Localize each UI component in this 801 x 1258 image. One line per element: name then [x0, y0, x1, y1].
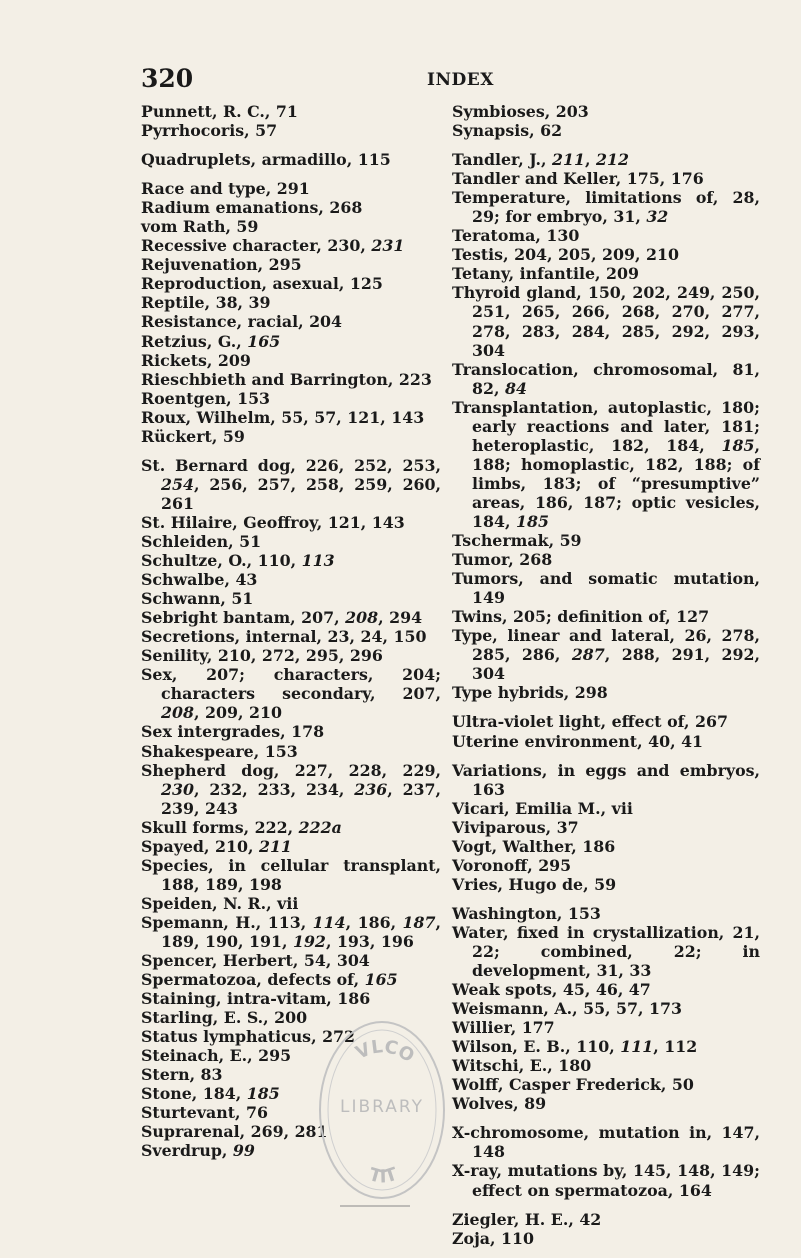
index-entry: Stern, 83 — [141, 1065, 223, 1085]
index-entry: Vogt, Walther, 186 — [452, 836, 616, 856]
index-entry: Willier, 177 — [452, 1018, 555, 1038]
index-entry: Schwann, 51 — [141, 589, 254, 609]
index-entry: Synapsis, 62 — [452, 121, 563, 141]
index-entry: Schleiden, 51 — [141, 531, 262, 551]
index-entry: Skull forms, 222, 222a — [141, 817, 342, 837]
index-entry: Status lymphaticus, 272 — [141, 1027, 356, 1047]
index-entry: Rückert, 59 — [141, 426, 245, 446]
index-entry: Spayed, 210, 211 — [141, 836, 292, 856]
index-entry: Type, linear and lateral, 26, 278, 285, 286, 287, 288, 291, 292, 304 — [452, 626, 761, 684]
index-entry: Staining, intra-vitam, 186 — [141, 989, 371, 1009]
index-entry: X-chromosome, mutation in, 147, 148 — [452, 1123, 760, 1162]
index-entry: Tumor, 268 — [452, 550, 553, 570]
index-entry: Sex intergrades, 178 — [141, 722, 325, 742]
index-entry: Pyrrhocoris, 57 — [141, 121, 278, 141]
index-entry: Tschermak, 59 — [452, 531, 582, 551]
index-entry: Punnett, R. C., 71 — [141, 102, 298, 121]
index-entry: Voronoff, 295 — [452, 855, 572, 875]
index-entry: Recessive character, 230, 231 — [141, 236, 405, 256]
index-entry: Type hybrids, 298 — [452, 683, 608, 703]
index-entry: Sturtevant, 76 — [141, 1103, 269, 1123]
index-letter-group — [141, 102, 441, 140]
index-entry: X-ray, mutations by, 145, 148, 149; effect on spermatozoa, 164 — [452, 1161, 760, 1200]
index-entry: Radium emanations, 268 — [141, 198, 363, 218]
running-head: INDEX — [427, 70, 494, 90]
stamp-label: LIBRARY — [339, 1097, 424, 1117]
index-entry: Ziegler, H. E., 42 — [452, 1209, 602, 1229]
index-entry: Suprarenal, 269, 281 — [141, 1122, 328, 1142]
index-entry: Zoja, 110 — [452, 1228, 534, 1248]
index-entry: Thyroid gland, 150, 202, 249, 250, 251, 265, 266, 268, 270, 277, 278, 283, 284, 285, 292, 293, 304 — [452, 283, 760, 360]
index-entry: Roentgen, 153 — [141, 388, 271, 408]
index-entry: Sex, 207; characters, 204; characters secondary, 207, 208, 209, 210 — [141, 665, 441, 723]
index-entry: Weismann, A., 55, 57, 173 — [452, 999, 683, 1019]
index-entry: Speiden, N. R., vii — [141, 893, 299, 913]
index-entry: Race and type, 291 — [141, 179, 310, 199]
index-entry: Twins, 205; definition of, 127 — [452, 607, 710, 627]
index-entry: Stone, 184, 185 — [141, 1084, 280, 1104]
index-entry: Steinach, E., 295 — [141, 1046, 292, 1066]
index-entry: Secretions, internal, 23, 24, 150 — [141, 627, 427, 647]
index-entry: Translocation, chromosomal, 81, 82, 84 — [452, 359, 760, 398]
index-entry: vom Rath, 59 — [141, 217, 259, 237]
index-entry: Viviparous, 37 — [452, 817, 579, 837]
index-column-left — [141, 102, 441, 1171]
index-entry: Shakespeare, 153 — [141, 741, 298, 761]
index-letter-group — [452, 712, 760, 750]
index-entry: Wolves, 89 — [452, 1094, 547, 1114]
index-entry: Teratoma, 130 — [452, 226, 580, 246]
page-number: 320 — [141, 64, 194, 93]
index-entry: Temperature, limitations of, 28, 29; for embryo, 31, 32 — [452, 188, 760, 227]
index-entry: Resistance, racial, 204 — [141, 312, 343, 332]
index-entry: Tandler, J., 211, 212 — [452, 150, 629, 170]
index-entry: Uterine environment, 40, 41 — [452, 731, 704, 751]
index-letter-group — [452, 150, 760, 702]
index-entry: Tandler and Keller, 175, 176 — [452, 169, 704, 189]
index-entry: Spermatozoa, defects of, 165 — [141, 970, 398, 990]
index-entry: Vicari, Emilia M., vii — [452, 798, 633, 818]
index-entry: Washington, 153 — [452, 903, 601, 923]
index-entry: Reptile, 38, 39 — [141, 293, 271, 313]
index-entry: Retzius, G., 165 — [141, 331, 281, 351]
index-entry: Rieschbieth and Barrington, 223 — [141, 369, 432, 389]
index-entry: Schultze, O., 110, 113 — [141, 551, 335, 571]
stamp-arc-top: VLCO — [352, 1036, 418, 1067]
index-entry: Quadruplets, armadillo, 115 — [141, 150, 391, 170]
index-entry: Roux, Wilhelm, 55, 57, 121, 143 — [141, 407, 425, 427]
index-letter-group — [452, 1123, 760, 1199]
index-entry: Weak spots, 45, 46, 47 — [452, 980, 651, 1000]
index-entry: Rickets, 209 — [141, 350, 251, 370]
index-entry: Senility, 210, 272, 295, 296 — [141, 646, 383, 666]
index-letter-group — [452, 1210, 760, 1248]
index-entry: Wolff, Casper Frederick, 50 — [452, 1075, 694, 1095]
index-entry: Rejuvenation, 295 — [141, 255, 302, 275]
index-entry: Sebright bantam, 207, 208, 294 — [141, 608, 423, 628]
index-entry: Tumors, and somatic mutation, 149 — [452, 569, 760, 608]
index-entry: St. Hilaire, Geoffroy, 121, 143 — [141, 512, 405, 532]
index-entry: Tetany, infantile, 209 — [452, 264, 640, 284]
index-column-right — [452, 102, 760, 1258]
index-entry: Starling, E. S., 200 — [141, 1008, 308, 1028]
index-entry: Spencer, Herbert, 54, 304 — [141, 951, 370, 971]
index-entry: Water, fixed in crystallization, 21, 22; combined, 22; in development, 31, 33 — [452, 922, 760, 981]
index-entry: Witschi, E., 180 — [452, 1056, 592, 1076]
index-entry: Variations, in eggs and embryos, 163 — [452, 760, 760, 799]
page-header — [0, 64, 801, 98]
index-entry: Schwalbe, 43 — [141, 570, 258, 590]
index-letter-group — [141, 150, 441, 169]
index-entry: Transplantation, autoplastic, 180; early reactions and later, 181; heteroplastic, 182, 184, 185, 188; homoplastic, 182, 188; of limbs, 183; of “presumptive” areas, 186, 187; optic vesicles, 184, 185 — [452, 397, 761, 531]
index-letter-group — [141, 179, 441, 446]
index-letter-group — [452, 904, 760, 1114]
index-letter-group — [452, 102, 760, 140]
bottom-rule — [340, 1205, 410, 1207]
index-entry: Wilson, E. B., 110, 111, 112 — [452, 1037, 698, 1057]
index-entry: Symbioses, 203 — [452, 102, 589, 121]
library-stamp — [312, 1015, 452, 1205]
index-entry: Vries, Hugo de, 59 — [452, 874, 617, 894]
index-entry: Reproduction, asexual, 125 — [141, 274, 383, 294]
svg-text:TIT — [367, 1164, 401, 1188]
index-entry: Spemann, H., 113, 114, 186, 187, 189, 190, 191, 192, 193, 196 — [141, 912, 442, 951]
index-entry: Shepherd dog, 227, 228, 229, 230, 232, 233, 234, 236, 237, 239, 243 — [141, 760, 442, 818]
index-entry: Ultra-violet light, effect of, 267 — [452, 712, 729, 732]
index-letter-group — [452, 761, 760, 894]
index-entry: St. Bernard dog, 226, 252, 253, 254, 256, 257, 258, 259, 260, 261 — [141, 455, 442, 513]
stamp-arc-bottom: TIT — [366, 1163, 400, 1188]
index-entry: Testis, 204, 205, 209, 210 — [452, 245, 679, 265]
index-entry: Species, in cellular transplant, 188, 189, 198 — [141, 855, 441, 894]
index-entry: Sverdrup, 99 — [141, 1141, 255, 1161]
svg-text:VLCO — [352, 1036, 417, 1067]
